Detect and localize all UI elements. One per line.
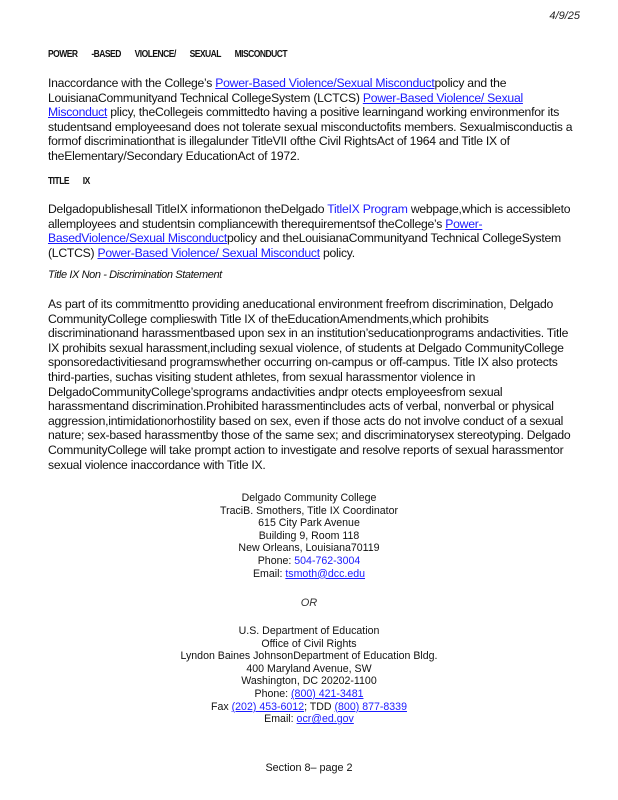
document-date: 4/9/25 — [549, 10, 580, 22]
non-discrimination-paragraph: As part of its commitmentto providing aneducational environment freefrom discrimination, Delgado CommunityCollege complieswith Title IX of theEducationAmendments,which prohibits discriminationand harassmentbased upon sex in an institution’seducationprograms andactivities. Title IX prohibits sexual harassment,including sexual violence, of students at Delgado CommunityCollege sponsoredactivitiesand programswhether occurring on-campus or off-campus. Title IX also protects third-parties, suchas visiting student athletes, from sexual harassmentor violence in DelgadoCommunityCollege’sprograms andactivities andpr otects employeesfrom sexual harassmentand discrimination.Prohibited harassmentincludes acts of verbal, nonverbal or physical aggression,intimidationorhostility based on sex, even if those acts do not involve conduct of a sexual nature; sex-based harassmentby those of the same sex; and discriminatorysex stereotyping. Delgado CommunityCollege will take prompt action to investigate and resolve reports of sexual harassmentor sexual violence inaccordance with Title IX. — [48, 297, 571, 472]
paragraph-text: policy and theLouisianaCommunityand Technical CollegeSystem (LCTCS) — [48, 231, 561, 260]
contact-office: Office of Civil Rights — [261, 637, 357, 650]
contact-building: Lyndon Baines JohnsonDepartment of Education Bldg. — [180, 650, 438, 663]
email-label: Email: — [252, 567, 286, 580]
phone-label: Phone: — [257, 554, 295, 567]
lctcs-policy-link[interactable]: Power-Based Violence/ Sexual Misconduct — [48, 90, 523, 120]
contact-building: Building 9, Room 118 — [258, 529, 360, 542]
phone-link[interactable]: (800) 421-3481 — [291, 687, 364, 700]
contact-email-line — [0, 713, 618, 726]
contact-coordinator: TraciB. Smothers, Title IX Coordinator — [220, 504, 398, 517]
lctcs-policy-link[interactable]: Power-Based Violence/ Sexual Misconduct — [97, 245, 320, 260]
or-separator: OR — [300, 597, 318, 609]
section-heading-power-based-violence: POWER -BASED VIOLENCE/ SEXUAL MISCONDUCT — [48, 49, 288, 60]
contact-street: 400 Maryland Avenue, SW — [246, 662, 372, 675]
ocr-contact-block — [0, 625, 618, 726]
contact-city: Washington, DC 20202-1100 — [241, 675, 377, 688]
email-label: Email: — [264, 713, 297, 726]
tdd-label: ; TDD — [304, 700, 335, 713]
email-link[interactable]: ocr@ed.gov — [296, 713, 354, 726]
fax-label: Fax — [211, 700, 232, 713]
contact-city: New Orleans, Louisiana70119 — [238, 542, 380, 555]
college-policy-link[interactable]: Power-BasedViolence/Sexual Misconduct — [48, 216, 483, 246]
paragraph-text: policy and the LouisianaCommunityand Technical CollegeSystem (LCTCS) — [48, 76, 507, 105]
page-footer: Section 8– page 2 — [265, 762, 353, 774]
delgado-contact-block — [0, 492, 618, 580]
paragraph-text: plicy, theCollegeis committedto having a positive learningand working environmenfor its studentsand employeesand does not tolerate sexual misconductofits members. Sexualmisconductis a formof discriminationthat is illegalunder TitleVII ofthe Civil RightsAct of 1964 and Title IX of theElementary/Secondary EducationAct of 1972. — [48, 105, 573, 163]
title-ix-program-link[interactable]: TitleIX Program — [327, 202, 408, 216]
fax-link[interactable]: (202) 453-6012 — [231, 700, 305, 713]
contact-email-line — [0, 568, 618, 581]
phone-label: Phone: — [254, 687, 292, 700]
paragraph-text: Inaccordance with the College’s — [48, 76, 216, 90]
contact-fax-line — [0, 701, 618, 714]
section-heading-title-ix: TITLE IX — [48, 176, 90, 187]
paragraph-text: policy. — [319, 245, 355, 260]
policy-paragraph — [48, 76, 573, 164]
non-discrimination-subheading: Title IX Non - Discrimination Statement — [48, 269, 222, 281]
tdd-link[interactable]: (800) 877-8339 — [334, 700, 407, 713]
paragraph-text: webpage,which is accessibleto allemployees and studentsin compliancewith therequirementsof theCollege’s — [48, 202, 571, 231]
phone-link[interactable]: 504-762-3004 — [294, 554, 361, 567]
contact-phone-line — [0, 688, 618, 701]
paragraph-text: Delgadopublishesall TitleIX informationon theDelgado — [48, 202, 328, 216]
contact-street: 615 City Park Avenue — [258, 517, 360, 530]
title-ix-paragraph — [48, 202, 573, 260]
email-link[interactable]: tsmoth@dcc.edu — [285, 567, 366, 580]
contact-phone-line — [0, 555, 618, 568]
contact-org-name: U.S. Department of Education — [238, 625, 380, 637]
contact-org-name: Delgado Community College — [241, 492, 377, 504]
college-policy-link[interactable]: Power-Based Violence/Sexual Misconduct — [215, 76, 435, 90]
